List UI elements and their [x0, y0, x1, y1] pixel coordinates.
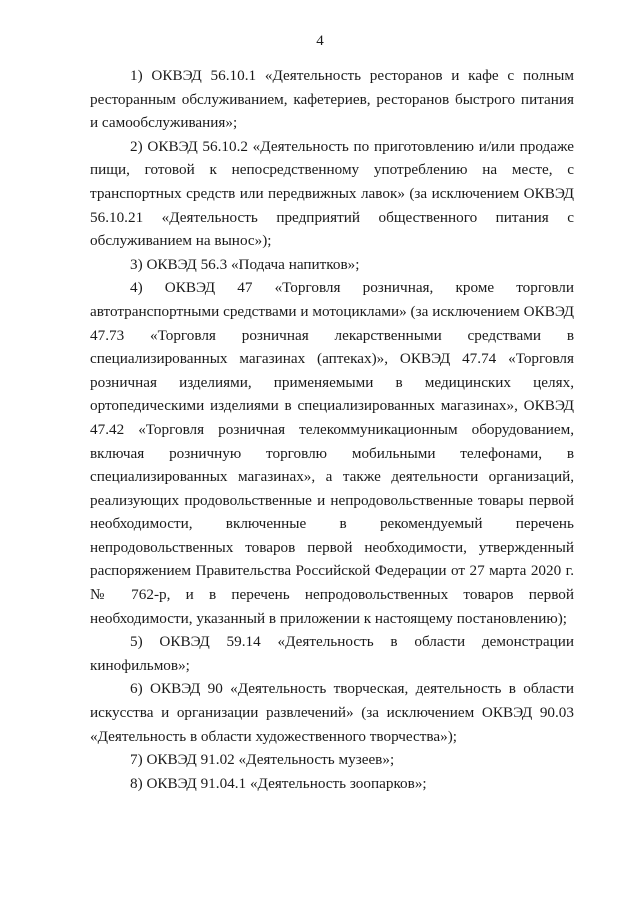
document-body	[90, 64, 574, 795]
list-item-8: 8) ОКВЭД 91.04.1 «Деятельность зоопарков»;	[130, 774, 427, 792]
list-item-3: 3) ОКВЭД 56.3 «Подача напитков»;	[130, 255, 360, 273]
list-item-2: 2) ОКВЭД 56.10.2 «Деятельность по приготовлению и/или продаже пищи, готовой к непосредственному употреблению на месте, с транспортных средств или передвижных лавок» (за исключением ОКВЭД 56.10.21 «Деятельность предприятий общественного питания с обслуживанием на вынос»);	[90, 137, 574, 250]
list-item-6: 6) ОКВЭД 90 «Деятельность творческая, деятельность в области искусства и организации развлечений» (за исключением ОКВЭД 90.03 «Деятельность в области художественного творчества»);	[90, 680, 574, 745]
list-item-5: 5) ОКВЭД 59.14 «Деятельность в области демонстрации кинофильмов»;	[90, 633, 574, 674]
list-item-4: 4) ОКВЭД 47 «Торговля розничная, кроме торговли автотранспортными средствами и мотоциклами» (за исключением ОКВЭД 47.73 «Торговля розничная лекарственными средствами в специализированных магазинах (аптеках)», ОКВЭД 47.74 «Торговля розничная изделиями, применяемыми в медицинских целях, ортопедическими изделиями в специализированных магазинах», ОКВЭД 47.42 «Торговля розничная телекоммуникационным оборудованием, включая розничную торговлю мобильными телефонами, в специализированных магазинах», а также деятельности организаций, реализующих продовольственные и непродовольственные товары первой необходимости, включенные в рекомендуемый перечень непродовольственных товаров первой необходимости, утвержденный распоряжением Правительства Российской Федерации от 27 марта 2020 г. № 762-р, и в перечень непродовольственных товаров первой необходимости, указанный в приложении к настоящему постановлению);	[90, 279, 574, 627]
list-item-1: 1) ОКВЭД 56.10.1 «Деятельность ресторанов и кафе с полным ресторанным обслуживанием, кафетериев, ресторанов быстрого питания и самообслуживания»;	[90, 67, 574, 132]
page-number: 4	[316, 33, 324, 49]
list-item-7: 7) ОКВЭД 91.02 «Деятельность музеев»;	[130, 751, 395, 769]
